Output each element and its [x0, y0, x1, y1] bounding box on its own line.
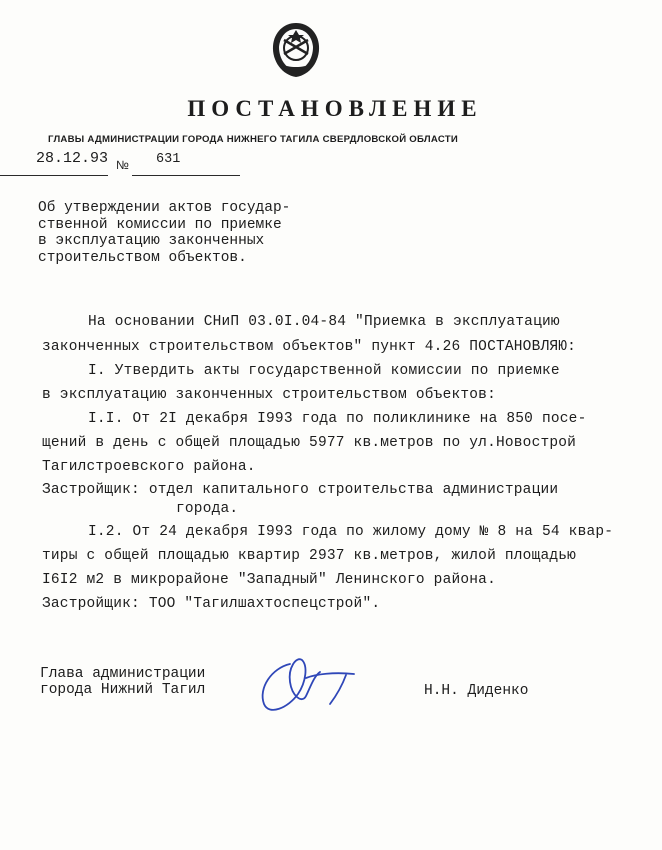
- handwritten-signature: [250, 642, 370, 722]
- body-line: Застройщик: отдел капитального строительства администрации: [42, 482, 559, 498]
- body-line: I.I. От 2I декабря I993 года по поликлинике на 850 посе-: [88, 411, 587, 427]
- number-sign: №: [116, 158, 129, 172]
- date-underline: [0, 175, 108, 176]
- body-line: На основании СНиП 03.0I.04-84 "Приемка в эксплуатацию: [88, 314, 560, 330]
- coat-of-arms-emblem: [268, 20, 324, 80]
- document-title: ПОСТАНОВЛЕНИЕ: [187, 96, 483, 121]
- date-number-row: [0, 144, 662, 184]
- body-line: законченных строительством объектов" пункт 4.26 ПОСТАНОВЛЯЮ:: [42, 339, 577, 355]
- body-line: I. Утвердить акты государственной комиссии по приемке: [88, 363, 560, 379]
- number-underline: [132, 175, 240, 176]
- body-line: щений в день с общей площадью 5977 кв.метров по ул.Новострой: [42, 435, 577, 451]
- body-line: тиры с общей площадью квартир 2937 кв.метров, жилой площадью: [42, 548, 577, 564]
- body-line: Тагилстроевского района.: [42, 459, 256, 475]
- body-line: I6I2 м2 в микрорайоне "Западный" Ленинского района.: [42, 572, 496, 588]
- body-line: Застройщик: ТОО "Тагилшахтоспецстрой".: [42, 596, 381, 612]
- body-line: I.2. От 24 декабря I993 года по жилому дому № 8 на 54 квар-: [88, 524, 614, 540]
- body-line: города.: [176, 501, 239, 517]
- signatory-name: Н.Н. Диденко: [424, 683, 529, 699]
- document-number: 631: [156, 152, 181, 167]
- signatory-position: Глава администрации города Нижний Тагил: [40, 666, 206, 698]
- issuing-authority: ГЛАВЫ АДМИНИСТРАЦИИ ГОРОДА НИЖНЕГО ТАГИЛА СВЕРДЛОВСКОЙ ОБЛАСТИ: [48, 134, 459, 145]
- document-subject: Об утверждении актов государ- ственной комиссии по приемке в эксплуатацию законченных строительством объектов.: [38, 200, 291, 266]
- document-date: 28.12.93: [36, 150, 109, 167]
- body-line: в эксплуатацию законченных строительством объектов:: [42, 387, 496, 403]
